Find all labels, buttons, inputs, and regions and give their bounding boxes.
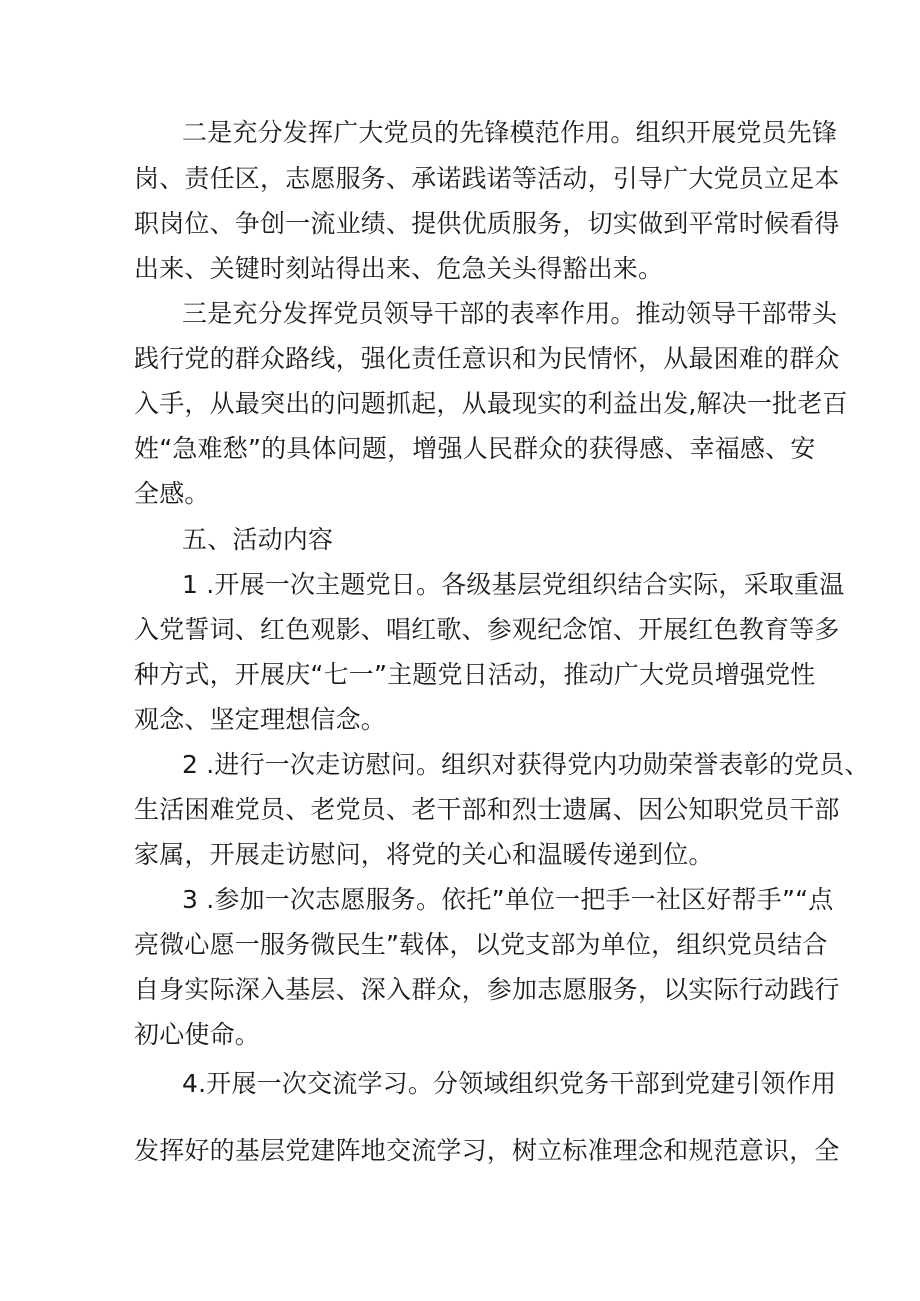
item-4-line-1: 4.开展一次交流学习。分领域组织党务干部到党建引领作用	[182, 1069, 837, 1098]
paragraph-2-line-3: 职岗位、争创一流业绩、提供优质服务，切实做到平常时候看得	[134, 209, 840, 238]
section-heading: 五、活动内容	[182, 525, 334, 554]
item-3-line-2: 亮微心愿一服务微民生”载体，以党支部为单位，组织党员结合	[134, 930, 828, 959]
paragraph-2-line-2: 岗、责任区，志愿服务、承诺践诺等活动，引导广大党员立足本	[134, 164, 840, 193]
item-2-line-1: 2 .进行一次走访慰问。组织对获得党内功勋荣誉表彰的党员、	[182, 750, 870, 779]
item-1-line-1: 1 .开展一次主题党日。各级基层党组织结合实际，采取重温	[182, 570, 845, 599]
paragraph-3-line-5: 全感。	[134, 479, 210, 508]
paragraph-2-line-4: 出来、关键时刻站得出来、危急关头得豁出来。	[134, 254, 664, 283]
item-3-line-3: 自身实际深入基层、深入群众，参加志愿服务，以实际行动践行	[134, 975, 840, 1004]
paragraph-3-line-1: 三是充分发挥党员领导干部的表率作用。推动领导干部带头	[182, 299, 838, 328]
paragraph-3-line-4: 姓“急难愁”的具体问题，增强人民群众的获得感、幸福感、安	[134, 434, 816, 463]
paragraph-3-line-2: 践行党的群众路线，强化责任意识和为民情怀，从最困难的群众	[134, 344, 840, 373]
item-1-line-4: 观念、坚定理想信念。	[134, 705, 387, 734]
paragraph-2-line-1: 二是充分发挥广大党员的先锋模范作用。组织开展党员先锋	[182, 118, 838, 147]
item-2-line-2: 生活困难党员、老党员、老干部和烈士遗属、因公知职党员干部	[134, 795, 840, 824]
item-3-line-4: 初心使命。	[134, 1020, 261, 1049]
item-3-line-1: 3 .参加一次志愿服务。依托”单位一把手一社区好帮手”“点	[182, 885, 834, 914]
item-4-line-2: 发挥好的基层党建阵地交流学习，树立标准理念和规范意识，全	[134, 1136, 840, 1165]
item-2-line-3: 家属，开展走访慰问，将党的关心和温暖传递到位。	[134, 840, 714, 869]
item-1-line-2: 入党誓词、红色观影、唱红歌、参观纪念馆、开展红色教育等多	[134, 615, 840, 644]
item-1-line-3: 种方式，开展庆“七一”主题党日活动，推动广大党员增强党性	[134, 660, 816, 689]
paragraph-3-line-3: 入手，从最突出的问题抓起，从最现实的利益出发,解决一批老百	[134, 389, 848, 418]
